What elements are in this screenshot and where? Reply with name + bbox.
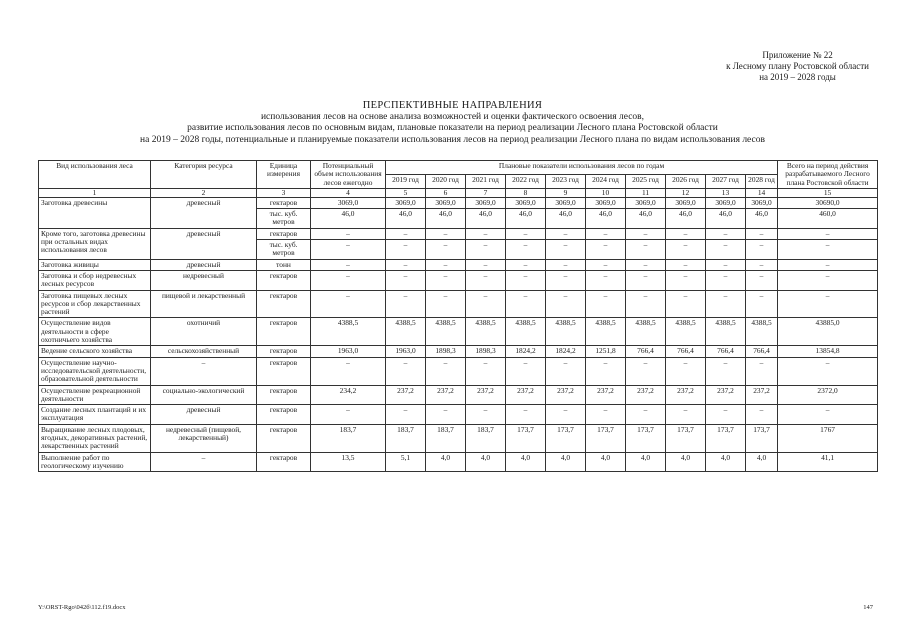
cell-use-type: Выращивание лесных плодовых, ягодных, декоративных растений, лекарственных растений — [39, 424, 151, 452]
cell-unit: гектаров — [257, 197, 311, 208]
cell-use-type: Заготовка пищевых лесных ресурсов и сбор лекарственных растений — [39, 290, 151, 318]
cell-year-value: 4388,5 — [546, 318, 586, 346]
cell-year-value: – — [426, 228, 466, 239]
cell-year-value: 766,4 — [706, 346, 746, 357]
cell-total: 460,0 — [778, 209, 878, 229]
cell-total: 41,1 — [778, 452, 878, 472]
cell-potential: – — [311, 259, 386, 270]
cell-year-value: 173,7 — [626, 424, 666, 452]
cell-year-value: – — [666, 405, 706, 425]
cell-year-value: – — [586, 270, 626, 290]
cell-total: – — [778, 405, 878, 425]
cell-unit: гектаров — [257, 405, 311, 425]
cell-potential: 234,2 — [311, 385, 386, 405]
cell-year-value: – — [386, 228, 426, 239]
cell-year-value: 4388,5 — [586, 318, 626, 346]
cell-year-value: 46,0 — [586, 209, 626, 229]
table-row — [39, 228, 878, 239]
cell-unit: тыс. куб. метров — [257, 240, 311, 260]
cell-year-value: – — [666, 357, 706, 385]
cell-total: – — [778, 240, 878, 260]
cell-year-value: – — [586, 357, 626, 385]
cell-year-value: – — [706, 357, 746, 385]
cell-year-value: – — [506, 228, 546, 239]
cell-year-value: – — [506, 259, 546, 270]
cell-year-value: – — [666, 290, 706, 318]
cell-year-value: 4,0 — [706, 452, 746, 472]
cell-year-value: 1824,2 — [546, 346, 586, 357]
cell-year-value: 237,2 — [426, 385, 466, 405]
cell-year-value: 237,2 — [386, 385, 426, 405]
cell-year-value: 46,0 — [706, 209, 746, 229]
cell-resource-category: пищевой и лекарственный — [151, 290, 257, 318]
header-year: 2024 год — [586, 174, 626, 188]
cell-use-type: Выполнение работ по геологическому изучению — [39, 452, 151, 472]
cell-use-type: Осуществление рекреационной деятельности — [39, 385, 151, 405]
cell-year-value: 46,0 — [546, 209, 586, 229]
cell-year-value: 3069,0 — [666, 197, 706, 208]
cell-year-value: 3069,0 — [586, 197, 626, 208]
cell-year-value: 3069,0 — [546, 197, 586, 208]
cell-year-value: 46,0 — [386, 209, 426, 229]
cell-total: – — [778, 270, 878, 290]
cell-resource-category: – — [151, 357, 257, 385]
cell-year-value: 183,7 — [426, 424, 466, 452]
cell-resource-category: социально-экологический — [151, 385, 257, 405]
cell-year-value: – — [706, 228, 746, 239]
table-row — [39, 290, 878, 318]
cell-year-value: – — [626, 290, 666, 318]
column-number: 12 — [666, 188, 706, 197]
column-number: 1 — [39, 188, 151, 197]
cell-potential: – — [311, 405, 386, 425]
cell-year-value: 3069,0 — [426, 197, 466, 208]
cell-year-value: – — [506, 405, 546, 425]
cell-total: – — [778, 228, 878, 239]
footer-page-number: 147 — [863, 604, 873, 611]
cell-year-value: 1898,3 — [426, 346, 466, 357]
cell-use-type: Ведение сельского хозяйства — [39, 346, 151, 357]
cell-year-value: – — [426, 270, 466, 290]
cell-year-value: – — [546, 290, 586, 318]
cell-resource-category: недревесный (пищевой, лекарственный) — [151, 424, 257, 452]
cell-year-value: 4,0 — [426, 452, 466, 472]
cell-total: 13854,8 — [778, 346, 878, 357]
table-row — [39, 452, 878, 472]
cell-use-type: Осуществление научно-исследовательской деятельности, образовательной деятельности — [39, 357, 151, 385]
appendix-number: Приложение № 22 — [762, 50, 833, 60]
cell-year-value: – — [626, 259, 666, 270]
title-line-1: использования лесов на основе анализа возможностей и оценки фактического освоения лесов, — [260, 111, 645, 122]
cell-use-type: Кроме того, заготовка древесины при остальных видах использования лесов — [39, 228, 151, 259]
cell-year-value: 173,7 — [546, 424, 586, 452]
cell-potential: – — [311, 240, 386, 260]
cell-year-value: – — [626, 405, 666, 425]
title-main: ПЕРСПЕКТИВНЫЕ НАПРАВЛЕНИЯ — [362, 100, 543, 111]
cell-year-value: – — [466, 290, 506, 318]
document-title — [0, 100, 905, 146]
cell-year-value: – — [546, 240, 586, 260]
cell-year-value: 4,0 — [506, 452, 546, 472]
cell-year-value: 4388,5 — [706, 318, 746, 346]
cell-resource-category: древесный — [151, 405, 257, 425]
column-number: 8 — [506, 188, 546, 197]
cell-potential: 4388,5 — [311, 318, 386, 346]
cell-potential: – — [311, 270, 386, 290]
cell-year-value: – — [546, 357, 586, 385]
column-number: 11 — [626, 188, 666, 197]
header-unit: Единица измерения — [257, 161, 311, 189]
cell-unit: гектаров — [257, 270, 311, 290]
cell-use-type: Заготовка древесины — [39, 197, 151, 228]
cell-year-value: 4,0 — [586, 452, 626, 472]
cell-year-value: – — [746, 405, 778, 425]
title-line-2: развитие использования лесов по основным видам, плановые показатели на период реализации Лесного плана Ростовской области — [187, 123, 718, 133]
cell-year-value: 3069,0 — [466, 197, 506, 208]
cell-year-value: 766,4 — [626, 346, 666, 357]
cell-year-value: – — [426, 259, 466, 270]
cell-unit: гектаров — [257, 346, 311, 357]
footer-file-path: Y:\ORST-Rgo\042б\112.f19.docx — [38, 604, 126, 611]
header-planned-by-year: Плановые показатели использования лесов по годам — [386, 161, 778, 175]
cell-year-value: 3069,0 — [626, 197, 666, 208]
cell-potential: 3069,0 — [311, 197, 386, 208]
cell-unit: гектаров — [257, 228, 311, 239]
cell-unit: гектаров — [257, 357, 311, 385]
cell-year-value: – — [746, 270, 778, 290]
cell-use-type: Заготовка и сбор недревесных лесных ресурсов — [39, 270, 151, 290]
cell-year-value: 4388,5 — [626, 318, 666, 346]
cell-unit: гектаров — [257, 424, 311, 452]
cell-year-value: – — [466, 405, 506, 425]
cell-year-value: 173,7 — [746, 424, 778, 452]
cell-year-value: – — [706, 270, 746, 290]
header-use-type: Вид использования леса — [39, 161, 151, 189]
cell-year-value: 183,7 — [466, 424, 506, 452]
cell-year-value: 46,0 — [626, 209, 666, 229]
cell-year-value: – — [746, 259, 778, 270]
cell-total: 2372,0 — [778, 385, 878, 405]
cell-year-value: 46,0 — [426, 209, 466, 229]
cell-year-value: – — [466, 357, 506, 385]
cell-year-value: – — [466, 228, 506, 239]
column-number: 9 — [546, 188, 586, 197]
cell-year-value: 1963,0 — [386, 346, 426, 357]
table-row — [39, 385, 878, 405]
cell-total: – — [778, 259, 878, 270]
cell-potential: – — [311, 228, 386, 239]
cell-total: 30690,0 — [778, 197, 878, 208]
cell-year-value: – — [586, 405, 626, 425]
cell-year-value: – — [426, 357, 466, 385]
cell-use-type: Заготовка живицы — [39, 259, 151, 270]
cell-year-value: – — [546, 270, 586, 290]
column-numbers-row — [39, 188, 878, 197]
column-number: 14 — [746, 188, 778, 197]
appendix-label — [726, 50, 869, 83]
cell-potential: 46,0 — [311, 209, 386, 229]
header-year: 2027 год — [706, 174, 746, 188]
cell-year-value: 4,0 — [626, 452, 666, 472]
cell-year-value: – — [426, 290, 466, 318]
cell-year-value: 237,2 — [706, 385, 746, 405]
cell-year-value: – — [746, 240, 778, 260]
table-row — [39, 405, 878, 425]
cell-year-value: 46,0 — [466, 209, 506, 229]
cell-year-value: 3069,0 — [706, 197, 746, 208]
cell-use-type: Создание лесных плантаций и их эксплуатация — [39, 405, 151, 425]
table-row — [39, 318, 878, 346]
cell-year-value: – — [706, 290, 746, 318]
table-row — [39, 424, 878, 452]
cell-year-value: 4,0 — [466, 452, 506, 472]
header-year: 2022 год — [506, 174, 546, 188]
cell-year-value: 46,0 — [666, 209, 706, 229]
cell-year-value: – — [586, 240, 626, 260]
cell-year-value: 3069,0 — [746, 197, 778, 208]
column-number: 5 — [386, 188, 426, 197]
cell-potential: 1963,0 — [311, 346, 386, 357]
forest-use-table — [38, 160, 878, 472]
cell-year-value: 766,4 — [666, 346, 706, 357]
cell-year-value: – — [746, 290, 778, 318]
cell-year-value: – — [386, 357, 426, 385]
cell-year-value: – — [626, 270, 666, 290]
cell-year-value: – — [506, 270, 546, 290]
header-year: 2028 год — [746, 174, 778, 188]
cell-year-value: 173,7 — [666, 424, 706, 452]
cell-year-value: 237,2 — [746, 385, 778, 405]
cell-unit: тыс. куб. метров — [257, 209, 311, 229]
table-row — [39, 197, 878, 208]
column-number: 7 — [466, 188, 506, 197]
appendix-doc: к Лесному плану Ростовской области — [726, 61, 869, 71]
cell-year-value: 3069,0 — [506, 197, 546, 208]
cell-unit: гектаров — [257, 318, 311, 346]
header-year: 2023 год — [546, 174, 586, 188]
cell-year-value: – — [746, 228, 778, 239]
cell-year-value: 4,0 — [746, 452, 778, 472]
cell-year-value: – — [586, 228, 626, 239]
cell-year-value: 1824,2 — [506, 346, 546, 357]
cell-resource-category: недревесный — [151, 270, 257, 290]
cell-year-value: – — [426, 240, 466, 260]
cell-year-value: – — [666, 270, 706, 290]
cell-potential: 183,7 — [311, 424, 386, 452]
column-number: 13 — [706, 188, 746, 197]
cell-resource-category: древесный — [151, 197, 257, 228]
table-row — [39, 357, 878, 385]
cell-year-value: – — [386, 240, 426, 260]
cell-year-value: – — [426, 405, 466, 425]
cell-resource-category: древесный — [151, 228, 257, 259]
cell-year-value: 4388,5 — [426, 318, 466, 346]
table-row — [39, 346, 878, 357]
cell-year-value: 237,2 — [466, 385, 506, 405]
cell-year-value: 173,7 — [506, 424, 546, 452]
cell-year-value: 4388,5 — [506, 318, 546, 346]
cell-year-value: 4,0 — [666, 452, 706, 472]
cell-year-value: 46,0 — [506, 209, 546, 229]
table-row — [39, 270, 878, 290]
cell-year-value: – — [386, 290, 426, 318]
table-row — [39, 259, 878, 270]
cell-year-value: – — [626, 228, 666, 239]
title-line-3: на 2019 – 2028 годы, потенциальные и планируемые показатели использования лесов на период реализации Лесного плана по видам использования лесов — [140, 134, 765, 145]
appendix-period: на 2019 – 2028 годы — [759, 72, 836, 82]
cell-year-value: – — [706, 240, 746, 260]
cell-year-value: – — [386, 405, 426, 425]
cell-total: – — [778, 290, 878, 318]
cell-year-value: – — [506, 290, 546, 318]
cell-year-value: 4,0 — [546, 452, 586, 472]
cell-year-value: 4388,5 — [746, 318, 778, 346]
cell-year-value: – — [626, 357, 666, 385]
column-number: 10 — [586, 188, 626, 197]
cell-year-value: 237,2 — [506, 385, 546, 405]
header-potential-volume: Потенциальный объем использования лесов ежегодно — [311, 161, 386, 189]
column-number: 4 — [311, 188, 386, 197]
cell-year-value: – — [586, 259, 626, 270]
cell-potential: 13,5 — [311, 452, 386, 472]
header-period-total: Всего на период действия разрабатываемого Лесного плана Ростовской области — [778, 161, 878, 189]
header-year: 2020 год — [426, 174, 466, 188]
cell-year-value: – — [506, 240, 546, 260]
header-year: 2026 год — [666, 174, 706, 188]
header-year: 2019 год — [386, 174, 426, 188]
header-year: 2025 год — [626, 174, 666, 188]
cell-year-value: 4388,5 — [386, 318, 426, 346]
cell-year-value: – — [466, 259, 506, 270]
cell-year-value: – — [666, 259, 706, 270]
cell-potential: – — [311, 290, 386, 318]
cell-year-value: 766,4 — [746, 346, 778, 357]
cell-resource-category: сельскохозяйственный — [151, 346, 257, 357]
cell-resource-category: – — [151, 452, 257, 472]
cell-year-value: 3069,0 — [386, 197, 426, 208]
cell-year-value: – — [546, 259, 586, 270]
cell-unit: гектаров — [257, 452, 311, 472]
cell-year-value: 237,2 — [666, 385, 706, 405]
header-year: 2021 год — [466, 174, 506, 188]
cell-year-value: 183,7 — [386, 424, 426, 452]
column-number: 15 — [778, 188, 878, 197]
cell-year-value: – — [706, 259, 746, 270]
cell-year-value: – — [586, 290, 626, 318]
cell-year-value: 173,7 — [586, 424, 626, 452]
cell-year-value: 4388,5 — [466, 318, 506, 346]
cell-use-type: Осуществление видов деятельности в сфере охотничьего хозяйства — [39, 318, 151, 346]
cell-year-value: 46,0 — [746, 209, 778, 229]
cell-year-value: – — [746, 357, 778, 385]
cell-year-value: – — [466, 240, 506, 260]
cell-year-value: 1251,8 — [586, 346, 626, 357]
cell-year-value: 1898,3 — [466, 346, 506, 357]
cell-unit: тонн — [257, 259, 311, 270]
header-resource-category: Категория ресурса — [151, 161, 257, 189]
cell-year-value: 5,1 — [386, 452, 426, 472]
column-number: 3 — [257, 188, 311, 197]
cell-year-value: – — [546, 405, 586, 425]
cell-year-value: – — [386, 270, 426, 290]
cell-year-value: – — [666, 240, 706, 260]
cell-year-value: 237,2 — [586, 385, 626, 405]
cell-total: – — [778, 357, 878, 385]
cell-resource-category: древесный — [151, 259, 257, 270]
cell-year-value: – — [466, 270, 506, 290]
cell-year-value: – — [666, 228, 706, 239]
cell-total: 1767 — [778, 424, 878, 452]
cell-year-value: – — [546, 228, 586, 239]
cell-year-value: 237,2 — [626, 385, 666, 405]
cell-unit: гектаров — [257, 290, 311, 318]
cell-year-value: – — [386, 259, 426, 270]
cell-year-value: 173,7 — [706, 424, 746, 452]
cell-year-value: 237,2 — [546, 385, 586, 405]
column-number: 2 — [151, 188, 257, 197]
cell-year-value: – — [626, 240, 666, 260]
cell-year-value: 4388,5 — [666, 318, 706, 346]
cell-potential: – — [311, 357, 386, 385]
cell-unit: гектаров — [257, 385, 311, 405]
cell-year-value: – — [706, 405, 746, 425]
table-body — [39, 197, 878, 471]
column-number: 6 — [426, 188, 466, 197]
cell-year-value: – — [506, 357, 546, 385]
cell-resource-category: охотничий — [151, 318, 257, 346]
cell-total: 43885,0 — [778, 318, 878, 346]
